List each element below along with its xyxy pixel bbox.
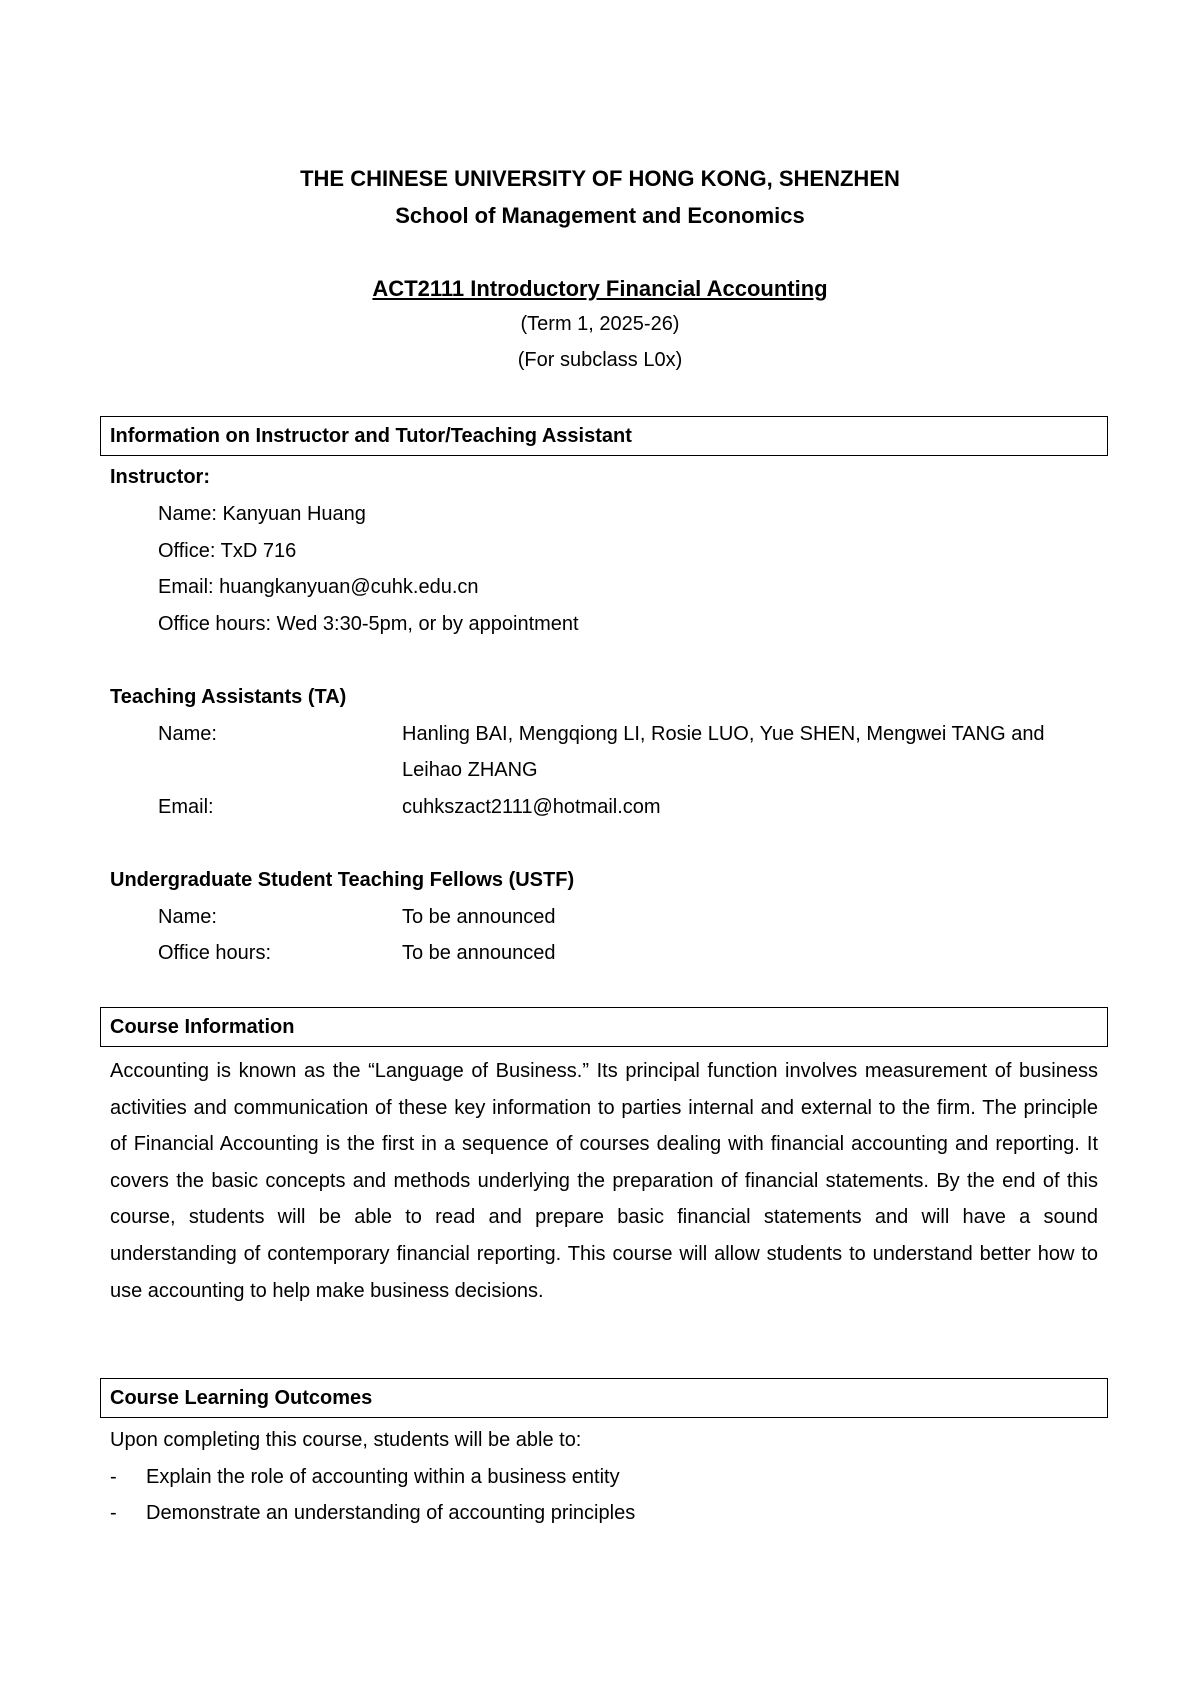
ta-names: Hanling BAI, Mengqiong LI, Rosie LUO, Yue SHEN, Mengwei TANG and xyxy=(402,723,1045,745)
section-heading-instructor-info: Information on Instructor and Tutor/Teaching Assistant xyxy=(100,416,1108,456)
course-info-paragraph: Accounting is known as the “Language of Business.” Its principal function involves measurement of business activities and communication of these key information to parties internal and external to the firm. The principle of Financial Accounting is the first in a sequence of courses dealing with financial accounting and reporting. It covers the basic concepts and methods underlying the preparation of financial statements. By the end of this course, students will be able to read and prepare basic financial statements and will have a sound understanding of contemporary financial reporting. This course will allow students to understand better how to use accounting to help make business decisions. xyxy=(110,1060,1098,1302)
ustf-heading: Undergraduate Student Teaching Fellows (USTF) xyxy=(110,869,575,891)
instructor-email: Email: huangkanyuan@cuhk.edu.cn xyxy=(158,576,479,598)
school-name: School of Management and Economics xyxy=(395,203,805,228)
ustf-hours-value: To be announced xyxy=(402,942,556,964)
bullet-dash: - xyxy=(110,1502,117,1524)
ta-email-label: Email: xyxy=(158,796,214,818)
learning-outcome-item: Demonstrate an understanding of accounting principles xyxy=(146,1502,636,1524)
learning-outcomes-intro: Upon completing this course, students will be able to: xyxy=(110,1429,582,1451)
instructor-office: Office: TxD 716 xyxy=(158,540,297,562)
instructor-name: Name: Kanyuan Huang xyxy=(158,503,366,525)
ta-email: cuhkszact2111@hotmail.com xyxy=(402,796,661,818)
section-heading-course-info: Course Information xyxy=(100,1007,1108,1047)
ta-names-continued: Leihao ZHANG xyxy=(402,759,538,781)
course-term: (Term 1, 2025-26) xyxy=(520,313,680,335)
ta-heading: Teaching Assistants (TA) xyxy=(110,686,347,708)
instructor-label: Instructor: xyxy=(110,466,210,488)
course-title xyxy=(0,276,1200,302)
ta-name-label: Name: xyxy=(158,723,217,745)
section-heading-learning-outcomes: Course Learning Outcomes xyxy=(100,1378,1108,1418)
ustf-hours-label: Office hours: xyxy=(158,942,272,964)
ustf-name-value: To be announced xyxy=(402,906,556,928)
instructor-office-hours: Office hours: Wed 3:30-5pm, or by appointment xyxy=(158,613,579,635)
course-title-text: ACT2111 Introductory Financial Accounting xyxy=(372,276,828,301)
learning-outcome-item: Explain the role of accounting within a business entity xyxy=(146,1466,620,1488)
bullet-dash: - xyxy=(110,1466,117,1488)
ustf-name-label: Name: xyxy=(158,906,217,928)
course-subclass: (For subclass L0x) xyxy=(517,349,683,371)
university-name: THE CHINESE UNIVERSITY OF HONG KONG, SHENZHEN xyxy=(300,166,900,191)
